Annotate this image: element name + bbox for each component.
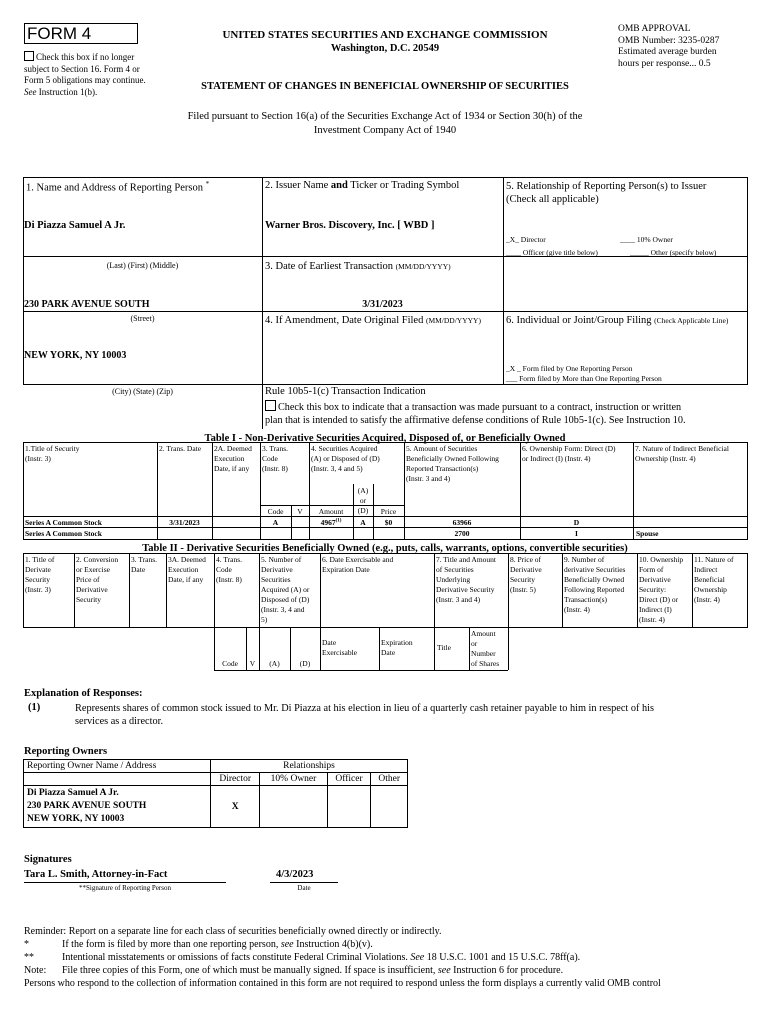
filed-by-multiple[interactable]: ___ Form filed by More than One Reporting Person [506, 374, 662, 383]
section16-text: Check this box if no longer subject to Section 16. Form 4 or Form 5 obligations may continue. [24, 52, 146, 85]
t2-sub-v: V [249, 659, 256, 668]
t2-h2: 2. Conversion or Exercise Price of Derivative Security [76, 555, 119, 604]
t1-v-form [633, 442, 634, 539]
rule10b5-checkbox[interactable] [265, 400, 276, 411]
t1-subheader-line [260, 505, 404, 506]
t2-sub-code: Code [222, 659, 238, 668]
explanation-text: Represents shares of common stock issued to Mr. Di Piazza at his election in lieu of a quarterly cash retainer payable to him in respect of his services as a director. [75, 703, 655, 727]
footer-reminder: Reminder: Report on a separate line for each class of securities beneficially owned directly or indirectly. [24, 926, 442, 937]
t2-h5: 5. Number of Derivative Securities Acquired (A) or Disposed of (D) (Instr. 3, 4 and 5) [261, 555, 310, 624]
t2-v-right [747, 553, 748, 627]
rule10b5-text: Check this box to indicate that a transaction was made pursuant to a contract, instruction or written plan that is intended to satisfy the affirmative defense conditions of Rule 10b5-1(c). See Instruction 10. [265, 402, 686, 426]
relationship-other[interactable]: _____ Other (specify below) [630, 248, 717, 257]
t2-v-4 [214, 553, 215, 670]
agency-line2: Washington, D.C. 20549 [330, 43, 440, 54]
t2-sub-date-exercisable: Date Exercisable [322, 638, 357, 657]
t2-h3: 3. Trans. Date [131, 555, 158, 574]
t2-v-1 [74, 553, 75, 627]
signer-name: Tara L. Smith, Attorney-in-Fact [24, 869, 168, 880]
signatures-heading: Signatures [24, 854, 72, 865]
issuer-name: Warner Bros. Discovery, Inc. [ WBD ] [265, 220, 435, 231]
t1-h7: 7. Nature of Indirect Beneficial Ownership (Instr. 4) [635, 444, 729, 463]
box6-label: 6. Individual or Joint/Group Filing (Check Applicable Line) [506, 315, 729, 326]
grid-line-box6 [503, 311, 747, 312]
t1-row2-top [23, 527, 748, 528]
t1-h6: 6. Ownership Form: Direct (D) or Indirect (I) (Instr. 4) [522, 444, 616, 463]
box1-label-mark: * [205, 180, 210, 188]
t1-r1-code: A [272, 518, 279, 527]
t2-v-left [23, 553, 24, 627]
t2-v-9 [562, 553, 563, 627]
t2-v-6 [320, 553, 321, 670]
rule10b5-label: Rule 10b5-1(c) Transaction Indication [265, 386, 426, 397]
t1-r1-form: D [573, 518, 580, 527]
ro-col-name: Reporting Owner Name / Address [24, 760, 211, 773]
reporting-person-street: 230 PARK AVENUE SOUTH [24, 299, 150, 310]
t2-v-date-exp [379, 627, 380, 670]
reporting-owners-heading: Reporting Owners [24, 746, 108, 757]
t1-v-date [212, 442, 213, 539]
t2-v-3 [166, 553, 167, 627]
date-caption: Date [297, 884, 311, 892]
t1-r1-amount: 4967$^{(1)}$ [320, 518, 342, 527]
t1-r2-owned: 2700 [454, 529, 470, 538]
t1-r1-price: $0 [384, 518, 393, 527]
t1-r1-date: 3/31/2023 [169, 518, 200, 527]
ro-director-mark: X [211, 786, 260, 828]
footer-note1: * If the form is filed by more than one reporting person, see Instruction 4(b)(v). [24, 939, 373, 950]
t2-bottom [214, 670, 508, 671]
footer [24, 925, 754, 990]
t2-v-10 [637, 553, 638, 627]
section16-checkbox-text [24, 51, 154, 98]
ro-col-officer: Officer [327, 773, 371, 786]
t2-h7: 7. Title and Amount of Securities Underlying Derivative Security (Instr. 3 and 4) [436, 555, 497, 604]
ro-col-other: Other [371, 773, 408, 786]
box5-label: 5. Relationship of Reporting Person(s) to Issuer (Check all applicable) [506, 181, 707, 205]
t2-h11: 11. Nature of Indirect Beneficial Ownership (Instr. 4) [694, 555, 734, 604]
t1-sub-v: V [297, 507, 303, 516]
reporting-owners-table [23, 759, 408, 828]
signer-caption: **Signature of Reporting Person [79, 884, 171, 892]
signature-line [24, 882, 226, 883]
t1-h3: 3. Trans. Code (Instr. 8) [262, 444, 289, 473]
t1-r1-owned: 63966 [452, 518, 472, 527]
t1-h5: 5. Amount of Securities Beneficially Owned Following Reported Transaction(s) (Instr. 3 and 4) [406, 444, 499, 483]
t2-sub-d: (D) [299, 659, 311, 668]
t1-r1-ad: A [360, 518, 366, 527]
ro-col-relationships: Relationships [211, 760, 408, 773]
t2-sub-line [23, 627, 748, 628]
table1-top [23, 442, 748, 443]
footer-note3: Note: File three copies of this Form, one of which must be manually signed. If space is insufficient, see Instruction 6 for procedure. [24, 965, 564, 976]
grid-right [747, 177, 748, 385]
section16-instruction: Instruction 1(b). [36, 86, 98, 97]
t1-bottom [23, 539, 748, 540]
t2-v-7 [434, 553, 435, 670]
t1-r2-form: I [575, 529, 578, 538]
t2-sub-a: (A) [269, 659, 280, 668]
relationship-officer[interactable]: ____ Officer (give title below) [506, 248, 598, 257]
street-caption: (Street) [130, 314, 155, 323]
form-title: FORM 4 [27, 24, 92, 43]
ro-col-director: Director [211, 773, 260, 786]
omb-approval: OMB APPROVAL [618, 24, 691, 34]
ro-other-mark [371, 786, 408, 828]
t1-row1-top [23, 516, 748, 517]
ro-ten-mark [260, 786, 327, 828]
name-caption: (Last) (First) (Middle) [106, 261, 179, 270]
omb-burden-2: hours per response... 0.5 [618, 58, 711, 69]
table2-top [23, 553, 748, 554]
t1-sub-amount: Amount [318, 507, 344, 516]
t1-v-left [23, 442, 24, 539]
t1-sub-code: Code [267, 507, 284, 516]
statement-title: STATEMENT OF CHANGES IN BENEFICIAL OWNERSHIP OF SECURITIES [201, 81, 569, 92]
t2-v-11 [692, 553, 693, 627]
reporting-person-city: NEW YORK, NY 10003 [24, 350, 127, 361]
t2-v-title-amt [469, 627, 470, 670]
t2-h1: 1. Title of Derivate Security (Instr. 3) [25, 555, 55, 594]
t1-r2-nature: Spouse [636, 529, 659, 538]
box4-label: 4. If Amendment, Date Original Filed (MM/DD/YYYY) [265, 315, 481, 326]
omb-box [618, 24, 758, 70]
t2-sub-amount: Amount or Number of Shares [471, 629, 500, 668]
t2-h10: 10. Ownership Form of Derivative Security: Direct (D) or Indirect (I) (Instr. 4) [639, 555, 684, 624]
t2-sub-expiration: Expiration Date [381, 638, 413, 657]
t1-sub-price: Price [380, 507, 397, 516]
t1-h1: 1.Title of Security (Instr. 3) [25, 444, 80, 463]
section16-see: See [24, 86, 37, 97]
t2-v-5 [259, 553, 260, 670]
city-caption: (City) (State) (Zip) [112, 387, 173, 396]
t2-h9: 9. Number of derivative Securities Beneficially Owned Following Reported Transaction(s) (Instr. 4) [564, 555, 626, 614]
filed-pursuant-2: Investment Company Act of 1940 [313, 125, 457, 136]
t1-h4: 4. Securities Acquired (A) or Disposed of (D) (Instr. 3, 4 and 5) [311, 444, 380, 473]
date-line [270, 882, 338, 883]
ro-owner: Di Piazza Samuel A Jr. 230 PARK AVENUE SOUTH NEW YORK, NY 10003 [24, 786, 211, 828]
grid-col2-divider [503, 177, 504, 385]
t1-r1-title: Series A Common Stock [25, 518, 102, 527]
t2-v-2 [129, 553, 130, 627]
ro-blank [24, 773, 211, 786]
t1-h2: 2. Trans. Date [159, 444, 202, 453]
footer-persons: Persons who respond to the collection of information contained in this form are not required to respond unless the form displays a currently valid OMB control [24, 978, 661, 989]
relationship-ten-pct[interactable]: ____ 10% Owner [620, 235, 673, 244]
omb-burden-1: Estimated average burden [618, 47, 717, 57]
reporting-person-name: Di Piazza Samuel A Jr. [24, 220, 126, 231]
table1-title: Table I - Non-Derivative Securities Acquired, Disposed of, or Beneficially Owned [204, 433, 566, 444]
box3-label: 3. Date of Earliest Transaction (MM/DD/YYYY) [265, 261, 451, 272]
t2-sub-title: Title [437, 643, 451, 652]
signature-date: 4/3/2023 [276, 869, 314, 880]
earliest-transaction-date: 3/31/2023 [362, 299, 403, 310]
filed-pursuant-1: Filed pursuant to Section 16(a) of the Securities Exchange Act of 1934 or Section 30(h) of the [187, 111, 583, 122]
t1-r1-amount-note: (1) [335, 518, 342, 524]
ro-col-ten: 10% Owner [260, 773, 327, 786]
grid-line-city [23, 384, 747, 385]
box1-label: 1. Name and Address of Reporting Person * [26, 180, 210, 194]
box2-label: 2. Issuer Name and Ticker or Trading Symbol [265, 180, 460, 191]
t1-sub-ad: (A) or (D) [357, 486, 369, 515]
t1-r2-title: Series A Common Stock [25, 529, 102, 538]
t1-h2a: 2A. Deemed Execution Date, if any [214, 444, 252, 473]
omb-number: OMB Number: 3235-0287 [618, 35, 720, 46]
explanation-heading: Explanation of Responses: [24, 688, 143, 699]
t2-h6: 6. Date Exercisable and Expiration Date [322, 555, 394, 574]
t2-h3a: 3A. Deemed Execution Date, if any [168, 555, 206, 584]
ro-officer-mark [327, 786, 371, 828]
footer-note2: ** Intentional misstatements or omissions of facts constitute Federal Criminal Violations. See 18 U.S.C. 1001 and 15 U.S.C. 78ff(a). [24, 952, 581, 963]
explanation-num: (1) [28, 702, 41, 713]
grid-line-street [23, 311, 503, 312]
table2-title: Table II - Derivative Securities Beneficially Owned (e.g., puts, calls, warrants, options, convertible securities) [142, 543, 628, 554]
agency-line1: UNITED STATES SECURITIES AND EXCHANGE COMMISSION [222, 29, 548, 41]
t1-v-right [747, 442, 748, 539]
grid-top [23, 177, 747, 178]
t2-v-8 [508, 553, 509, 670]
section16-checkbox[interactable] [24, 51, 34, 61]
grid-line-name [23, 256, 262, 257]
relationship-director[interactable]: _X_ Director [506, 235, 546, 244]
table-row [24, 786, 408, 828]
t2-h8: 8. Price of Derivative Security (Instr. 5) [510, 555, 542, 594]
t2-h4: 4. Trans. Code (Instr. 8) [216, 555, 243, 584]
filed-by-one[interactable]: _X _ Form filed by One Reporting Person [506, 364, 633, 373]
